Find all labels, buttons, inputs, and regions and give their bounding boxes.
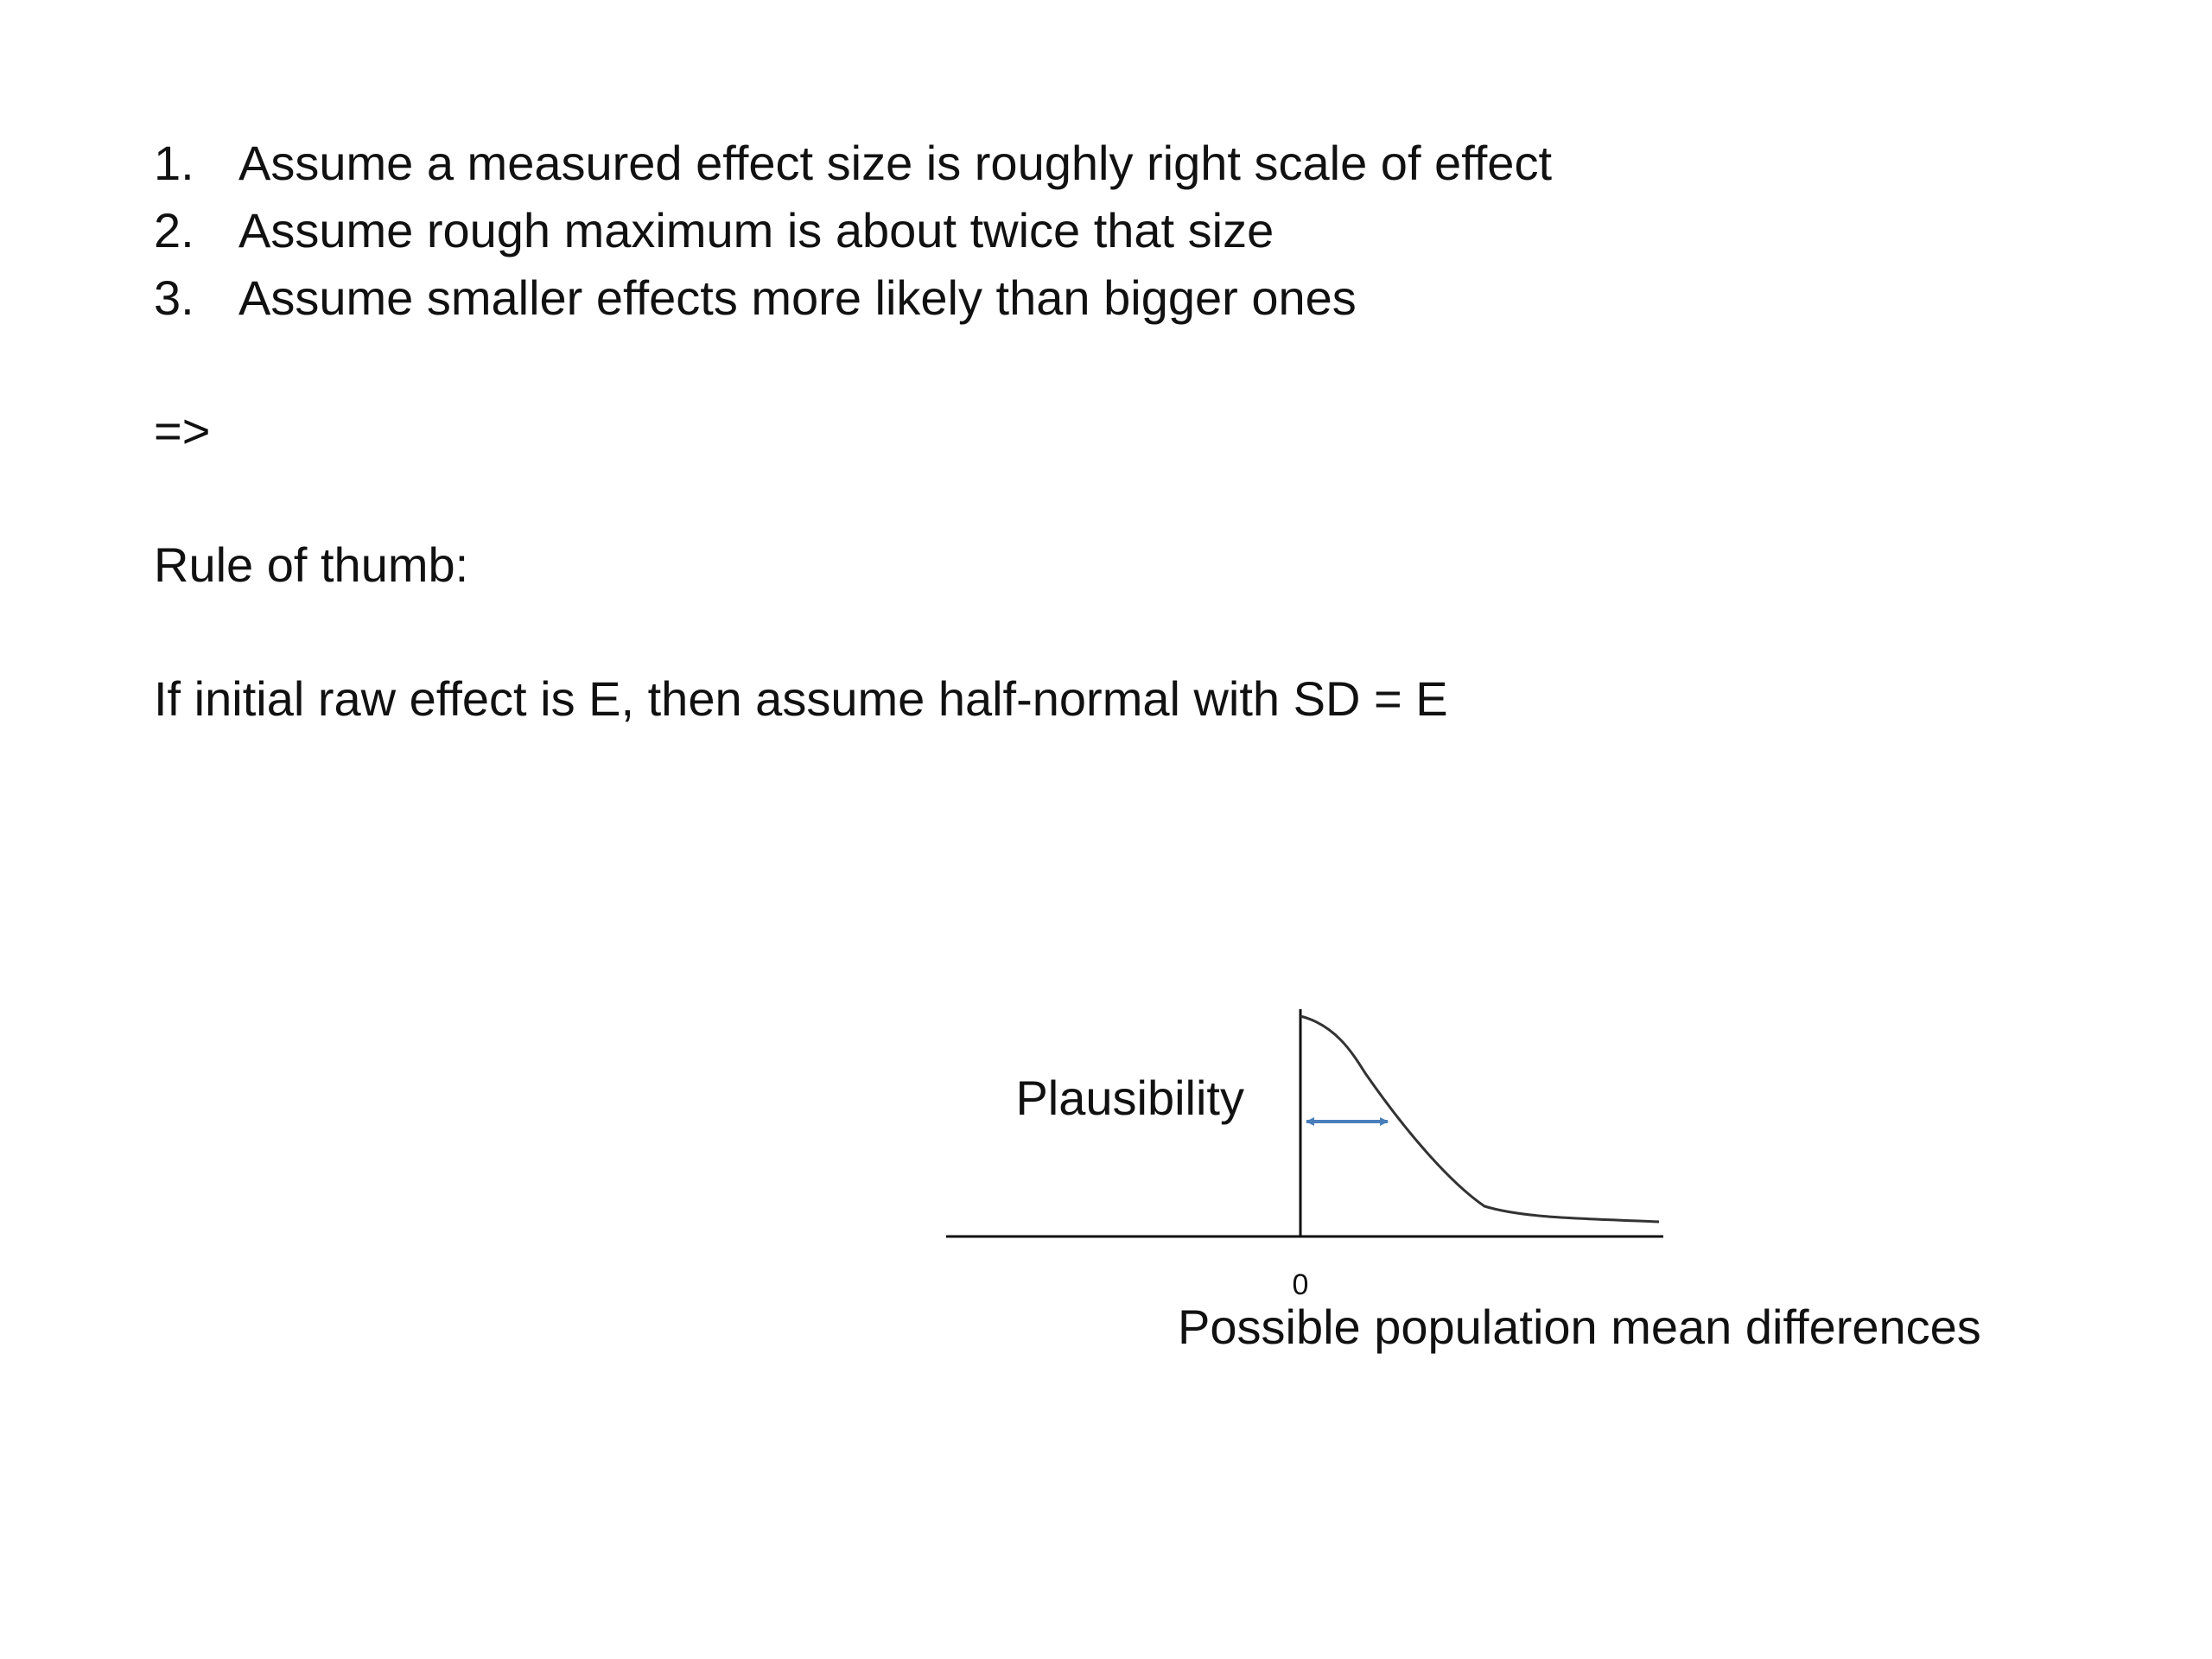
x-axis-label: Possible population mean differences	[1178, 1300, 1981, 1354]
list-item-number: 1.	[154, 136, 194, 190]
list-item-number: 3.	[154, 270, 194, 325]
half-normal-curve	[1300, 1016, 1659, 1222]
x-tick-label: 0	[1292, 1268, 1309, 1301]
list-item-text: Assume a measured effect size is roughly right scale of effect	[238, 136, 1553, 190]
list-item-number: 2.	[154, 203, 194, 257]
rule-heading: Rule of thumb:	[154, 537, 469, 592]
list-item-text: Assume smaller effects more likely than bigger ones	[238, 270, 1357, 325]
rule-text: If initial raw effect is E, then assume half-normal with SD = E	[154, 671, 1448, 726]
y-axis-label: Plausibility	[1015, 1071, 1244, 1125]
list-item-text: Assume rough maximum is about twice that size	[238, 203, 1274, 257]
implies-arrow-text: =>	[154, 404, 211, 458]
